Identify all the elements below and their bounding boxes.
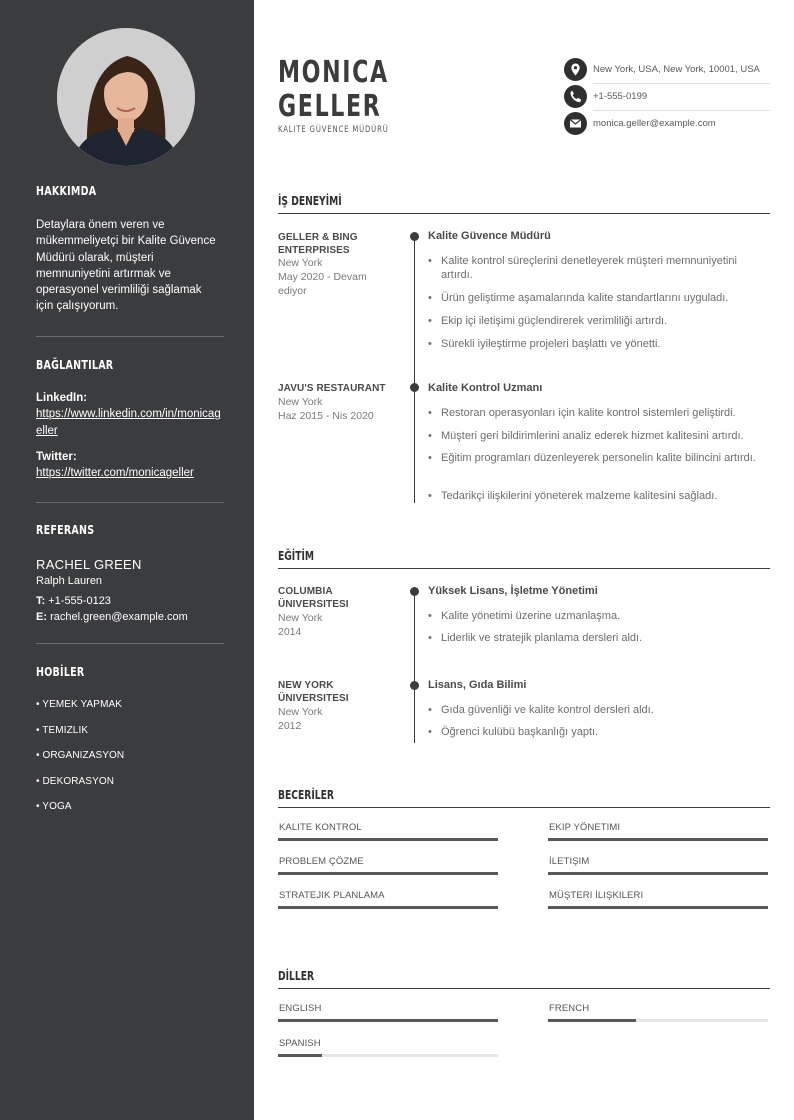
hobby-item: • YOGA xyxy=(36,801,72,812)
language-fill xyxy=(548,1019,636,1022)
section-divider xyxy=(278,988,770,989)
skill-fill xyxy=(548,838,768,841)
skill-track xyxy=(278,906,498,909)
experience-bullet: • Ürün geliştirme aşamalarında kalite standartlarını uyguladı. xyxy=(428,291,770,305)
language-label: SPANISH xyxy=(279,1038,321,1049)
section-divider xyxy=(278,568,770,569)
experience-org: JAVU'S RESTAURANT xyxy=(278,383,386,394)
timeline-dot xyxy=(410,681,419,690)
skill-label: EKIP YÖNETIMI xyxy=(549,822,621,833)
skill-track xyxy=(548,872,768,875)
education-bullet: • Kalite yönetimi üzerine uzmanlaşma. xyxy=(428,609,770,623)
skills-heading: BECERİLER xyxy=(278,788,334,802)
experience-dates: May 2020 - Devam ediyor xyxy=(278,271,367,297)
skill-label: STRATEJIK PLANLAMA xyxy=(279,890,385,901)
twitter-block xyxy=(36,449,221,482)
contact-address xyxy=(564,58,770,85)
hobby-item: • ORGANIZASYON xyxy=(36,750,125,761)
first-name: MONICA xyxy=(278,55,389,90)
experience-dates: Haz 2015 - Nis 2020 xyxy=(278,410,374,422)
hobby-item: • DEKORASYON xyxy=(36,776,115,787)
skill-label: MÜŞTERI İLIŞKILERI xyxy=(549,890,644,901)
skill-bar xyxy=(278,890,498,912)
contact-separator xyxy=(593,110,770,111)
skill-bar xyxy=(548,856,768,878)
timeline-dot xyxy=(410,383,419,392)
experience-bullet: • Sürekli iyileştirme projeleri başlattı ve yönetti. xyxy=(428,337,770,351)
email-label: E: xyxy=(36,610,47,623)
reference-company: Ralph Lauren xyxy=(36,575,103,588)
language-bar xyxy=(278,1003,498,1025)
education-org: NEW YORK ÜNIVERSITESI xyxy=(278,680,349,704)
experience-bullet: • Tedarikçi ilişkilerini yöneterek malzeme kalitesini sağladı. xyxy=(428,489,770,503)
timeline-dot xyxy=(410,232,419,241)
location-pin-icon xyxy=(564,58,587,81)
contact-phone xyxy=(564,85,770,112)
education-dates: 2014 xyxy=(278,626,302,638)
phone-value: +1-555-0123 xyxy=(48,594,111,607)
reference-email xyxy=(36,609,221,625)
language-bar xyxy=(548,1003,768,1025)
sidebar-divider xyxy=(36,336,224,337)
education-org: COLUMBIA ÜNIVERSITESI xyxy=(278,586,349,610)
reference-phone xyxy=(36,593,221,609)
timeline-dot xyxy=(410,587,419,596)
sidebar-divider xyxy=(36,502,224,503)
experience-bullet: • Restoran operasyonları için kalite kontrol sistemleri geliştirdi. xyxy=(428,406,770,420)
links-heading: BAĞLANTILAR xyxy=(36,358,114,372)
experience-org: GELLER & BING ENTERPRISES xyxy=(278,232,358,256)
language-label: FRENCH xyxy=(549,1003,590,1014)
language-track xyxy=(278,1054,498,1057)
contact-phone-text: +1-555-0199 xyxy=(593,91,648,102)
reference-block xyxy=(36,557,221,625)
contact-email xyxy=(564,112,770,139)
education-timeline xyxy=(414,591,415,743)
contact-separator xyxy=(593,83,770,84)
language-fill xyxy=(278,1019,498,1022)
education-bullet: • Liderlik ve stratejik planlama dersleri aldı. xyxy=(428,631,770,645)
skill-label: KALITE KONTROL xyxy=(279,822,362,833)
hobbies-heading: HOBİLER xyxy=(36,665,85,679)
education-location: New York xyxy=(278,706,323,718)
linkedin-link[interactable]: https://www.linkedin.com/in/monicageller xyxy=(36,408,221,437)
language-label: ENGLISH xyxy=(279,1003,322,1014)
experience-location: New York xyxy=(278,396,323,408)
skill-fill xyxy=(278,838,498,841)
education-bullet: • Öğrenci kulübü başkanlığı yaptı. xyxy=(428,725,770,739)
job-title: KALITE GÜVENCE MÜDÜRÜ xyxy=(278,125,389,135)
language-fill xyxy=(278,1054,322,1057)
skill-fill xyxy=(548,872,768,875)
skill-fill xyxy=(278,872,498,875)
phone-icon xyxy=(564,85,587,108)
experience-role: Kalite Kontrol Uzmanı xyxy=(428,382,543,394)
email-icon xyxy=(564,112,587,135)
contact-address-text: New York, USA, New York, 10001, USA xyxy=(593,64,760,75)
experience-bullet: • Ekip içi iletişimi güçlendirerek verimliliği artırdı. xyxy=(428,314,770,328)
email-value: rachel.green@example.com xyxy=(50,610,188,623)
linkedin-label: LinkedIn: xyxy=(36,392,88,404)
hobby-item: • TEMIZLIK xyxy=(36,725,89,736)
skill-fill xyxy=(278,906,498,909)
skill-track xyxy=(548,838,768,841)
education-location: New York xyxy=(278,612,323,624)
experience-location: New York xyxy=(278,257,323,269)
skill-track xyxy=(278,872,498,875)
education-heading: EĞİTİM xyxy=(278,549,315,563)
skill-label: PROBLEM ÇÖZME xyxy=(279,856,364,867)
skill-bar xyxy=(548,822,768,844)
section-divider xyxy=(278,213,770,214)
sidebar xyxy=(0,0,254,1120)
education-dates: 2012 xyxy=(278,720,302,732)
language-track xyxy=(548,1019,768,1022)
experience-timeline xyxy=(414,236,415,503)
education-degree: Yüksek Lisans, İşletme Yönetimi xyxy=(428,585,598,597)
skill-label: İLETIŞIM xyxy=(549,856,590,867)
hobby-item: • YEMEK YAPMAK xyxy=(36,699,123,710)
last-name: GELLER xyxy=(278,89,382,124)
education-bullet: • Gıda güvenliği ve kalite kontrol dersleri aldı. xyxy=(428,703,770,717)
skill-bar xyxy=(548,890,768,912)
twitter-label: Twitter: xyxy=(36,451,77,463)
languages-heading: DİLLER xyxy=(278,969,315,983)
language-track xyxy=(278,1019,498,1022)
education-degree: Lisans, Gıda Bilimi xyxy=(428,679,527,691)
experience-bullet: • Müşteri geri bildirimlerini analiz ederek hizmet kalitesini artırdı. xyxy=(428,429,770,443)
experience-bullet: • Eğitim programları düzenleyerek personelin kalite bilincini artırdı. xyxy=(428,451,770,465)
profile-photo xyxy=(57,28,195,166)
skill-track xyxy=(278,838,498,841)
skill-fill xyxy=(548,906,768,909)
contact-email-text[interactable]: monica.geller@example.com xyxy=(593,118,716,129)
skill-bar xyxy=(278,856,498,878)
language-bar xyxy=(278,1038,498,1060)
twitter-link[interactable]: https://twitter.com/monicageller xyxy=(36,467,194,480)
phone-label: T: xyxy=(36,594,46,607)
reference-heading: REFERANS xyxy=(36,523,95,537)
about-heading: HAKKIMDA xyxy=(36,184,97,198)
reference-name: RACHEL GREEN xyxy=(36,557,142,572)
experience-role: Kalite Güvence Müdürü xyxy=(428,230,551,242)
skill-track xyxy=(548,906,768,909)
skill-bar xyxy=(278,822,498,844)
sidebar-divider xyxy=(36,643,224,644)
experience-heading: İŞ DENEYİMİ xyxy=(278,194,342,208)
section-divider xyxy=(278,807,770,808)
linkedin-block xyxy=(36,390,221,439)
experience-bullet: • Kalite kontrol süreçlerini denetleyerek müşteri memnuniyetini artırdı. xyxy=(428,254,770,282)
about-text: Detaylara önem veren ve mükemmeliyetçi bir Kalite Güvence Müdürü olarak, müşteri memnuniyetini artırmak ve operasyonel verimliliği sağlamak için çalışıyorum. xyxy=(36,219,216,313)
